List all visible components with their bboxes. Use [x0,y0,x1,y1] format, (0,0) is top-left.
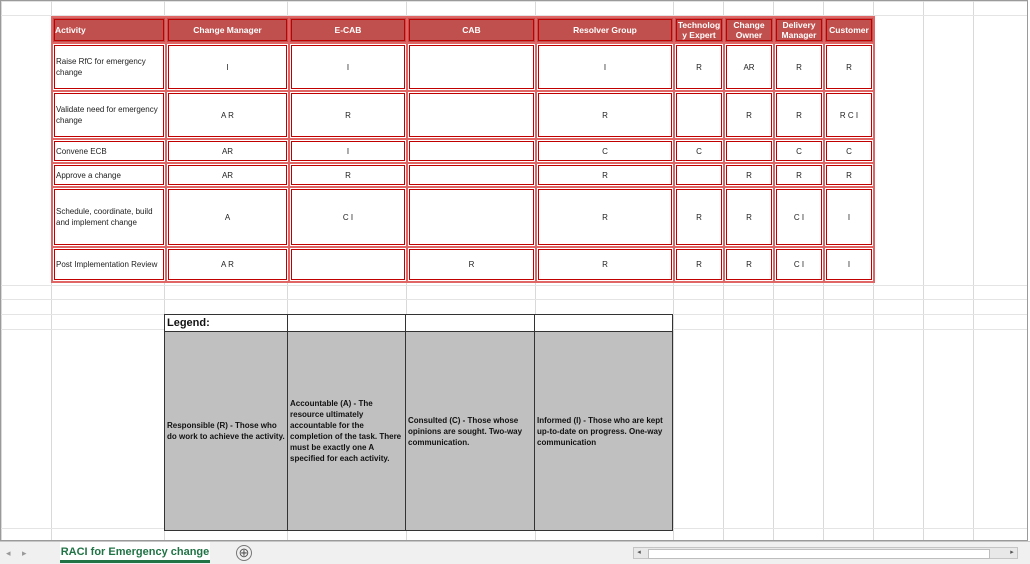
legend-informed[interactable]: Informed (I) - Those who are kept up-to-date on progress. One-way communication [535,332,673,531]
table-row [52,43,874,91]
raci-cell[interactable]: C [674,139,724,163]
table-row [52,163,874,187]
raci-cell[interactable]: A [166,187,289,247]
raci-cell[interactable]: R [536,91,674,139]
raci-cell[interactable]: R [724,187,774,247]
table-row [52,91,874,139]
activity-cell[interactable]: Approve a change [52,163,166,187]
legend-blank-cell[interactable] [535,315,673,332]
activity-cell[interactable]: Post Implementation Review [52,247,166,282]
raci-cell[interactable]: R [674,187,724,247]
raci-cell[interactable]: C I [774,247,824,282]
table-row [52,247,874,282]
raci-cell[interactable]: C I [289,187,407,247]
raci-cell[interactable]: I [536,43,674,91]
scroll-right-icon[interactable]: ▸ [1010,549,1014,556]
raci-cell[interactable]: R [674,247,724,282]
raci-cell[interactable]: R [407,247,536,282]
sheet-tab-bar [0,541,1030,564]
raci-cell[interactable]: R [536,163,674,187]
raci-cell[interactable]: I [824,247,874,282]
column-gridline [923,1,924,540]
legend-blank-cell[interactable] [288,315,406,332]
raci-cell[interactable]: R [774,91,824,139]
raci-cell[interactable]: AR [166,139,289,163]
table-row [52,187,874,247]
raci-cell[interactable]: C [536,139,674,163]
header-cell[interactable]: E-CAB [289,17,407,43]
sheet-tab-raci[interactable]: RACI for Emergency change [60,542,210,563]
raci-cell[interactable] [407,139,536,163]
activity-cell[interactable]: Raise RfC for emergency change [52,43,166,91]
raci-cell[interactable]: R [289,163,407,187]
legend-table [164,314,673,531]
raci-cell[interactable]: C [824,139,874,163]
header-cell[interactable]: Delivery Manager [774,17,824,43]
raci-cell[interactable]: R [774,43,824,91]
raci-table [51,16,875,283]
header-cell[interactable]: Technolog y Expert [674,17,724,43]
raci-cell[interactable]: R [774,163,824,187]
raci-cell[interactable]: I [289,43,407,91]
add-sheet-icon[interactable]: ⊕ [236,545,252,561]
row-gridline [1,299,1027,300]
row-gridline [1,285,1027,286]
tab-scroll-left-icon[interactable]: ◂ [6,548,11,558]
raci-cell[interactable] [407,91,536,139]
column-gridline [973,1,974,540]
legend-consulted[interactable]: Consulted (C) - Those whose opinions are sought. Two-way communication. [406,332,535,531]
header-cell[interactable]: Customer [824,17,874,43]
raci-cell[interactable]: I [166,43,289,91]
raci-cell[interactable]: AR [724,43,774,91]
raci-cell[interactable]: R [824,163,874,187]
activity-cell[interactable]: Convene ECB [52,139,166,163]
raci-cell[interactable]: I [824,187,874,247]
raci-cell[interactable]: R [674,43,724,91]
legend-accountable[interactable]: Accountable (A) - The resource ultimately accountable for the completion of the task. There must be exactly one A specified for each activity. [288,332,406,531]
raci-cell[interactable]: R [824,43,874,91]
raci-cell[interactable] [289,247,407,282]
raci-cell[interactable]: I [289,139,407,163]
raci-cell[interactable]: C I [774,187,824,247]
raci-cell[interactable] [407,43,536,91]
raci-header-row [52,17,874,43]
raci-cell[interactable] [674,91,724,139]
header-cell[interactable]: CAB [407,17,536,43]
header-cell[interactable]: Change Manager [166,17,289,43]
raci-cell[interactable] [674,163,724,187]
raci-cell[interactable]: A R [166,247,289,282]
scrollbar-thumb[interactable] [648,549,990,559]
header-cell[interactable]: Change Owner [724,17,774,43]
raci-cell[interactable]: R C I [824,91,874,139]
header-cell[interactable]: Resolver Group [536,17,674,43]
raci-cell[interactable]: R [724,247,774,282]
activity-cell[interactable]: Validate need for emergency change [52,91,166,139]
scroll-left-icon[interactable]: ◂ [637,549,641,556]
raci-cell[interactable]: R [536,247,674,282]
raci-cell[interactable] [407,187,536,247]
raci-cell[interactable]: A R [166,91,289,139]
raci-cell[interactable] [407,163,536,187]
horizontal-scrollbar[interactable] [633,547,1018,559]
raci-cell[interactable]: C [774,139,824,163]
legend-responsible[interactable]: Responsible (R) - Those who do work to achieve the activity. [165,332,288,531]
legend-blank-cell[interactable] [406,315,535,332]
legend-title[interactable]: Legend: [165,315,288,332]
raci-cell[interactable]: R [289,91,407,139]
tab-scroll-right-icon[interactable]: ▸ [22,548,27,558]
raci-cell[interactable]: AR [166,163,289,187]
raci-cell[interactable]: R [536,187,674,247]
raci-cell[interactable] [724,139,774,163]
raci-cell[interactable]: R [724,91,774,139]
activity-cell[interactable]: Schedule, coordinate, build and implement change [52,187,166,247]
header-cell[interactable]: Activity [52,17,166,43]
raci-cell[interactable]: R [724,163,774,187]
table-row [52,139,874,163]
